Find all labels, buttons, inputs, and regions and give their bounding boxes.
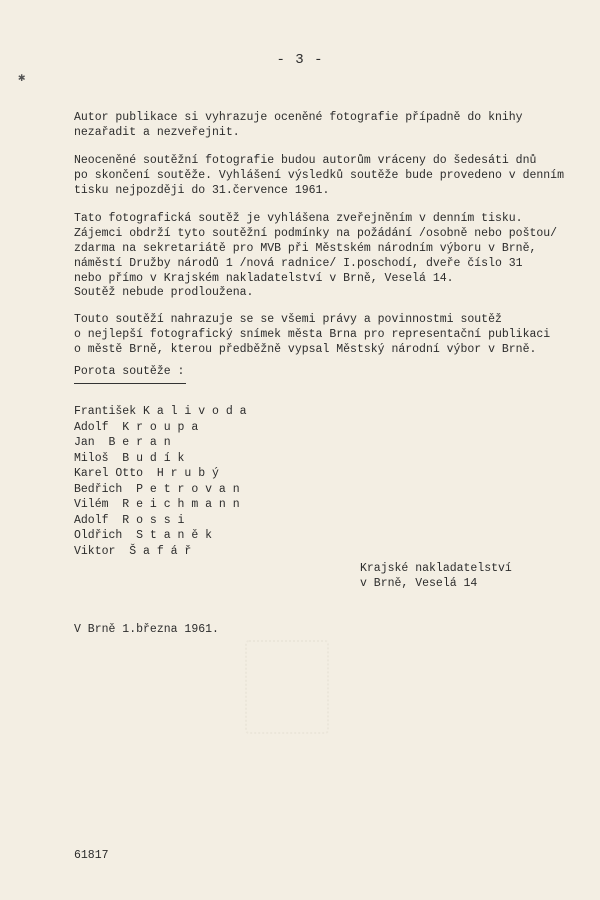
paragraph-announcement: Tato fotografická soutěž je vyhlášena zveřejněním v denním tisku. Zájemci obdrží tyto soutěžní podmínky na požádání /osobně nebo poštou/ zdarma na sekretariátě pro MVB při Městském národním výboru v Brně, náměstí Družby národů 1 /nová radnice/ I.poschodí, dveře číslo 31 nebo přímo v Krajském nakladatelství v Brně, Veselá 14. [74, 212, 558, 285]
jury-member: Adolf R o s s i [74, 513, 185, 527]
jury-member-list [74, 404, 247, 559]
jury-member: Bedřich P e t r o v a n [74, 482, 240, 496]
paragraph-return-and-results: Neoceněné soutěžní fotografie budou autorům vráceny do šedesáti dnů po skončení soutěže. Vyhlášení výsledků soutěže bude provedeno v denním tisku nejpozději do 31.července 1961. [74, 154, 564, 197]
document-number: 61817 [74, 849, 109, 862]
jury-member: Vilém R e i c h m a n n [74, 498, 240, 511]
jury-member: Adolf K r o u p a [74, 420, 199, 434]
margin-mark: ✱ [18, 71, 26, 85]
jury-member: Jan B e r a n [74, 436, 171, 449]
jury-heading-underline [74, 383, 186, 384]
paragraph-no-extension: Soutěž nebude prodloužena. [74, 286, 254, 299]
paragraph-publication-rights: Autor publikace si vyhrazuje oceněné fotografie případně do knihy nezařadit a nezveřejnit. [74, 111, 523, 139]
jury-member: František K a l i v o d a [74, 405, 247, 418]
page-number: - 3 - [276, 52, 324, 68]
jury-member: Oldřich S t a n ě k [74, 529, 213, 542]
jury-heading: Porota soutěže : [74, 365, 185, 378]
faded-stamp-shadow [245, 640, 329, 734]
jury-member: Karel Otto H r u b ý [74, 467, 219, 480]
paragraph-replacement: Touto soutěží nahrazuje se se všemi právy a povinnostmi soutěž o nejlepší fotografický snímek města Brna pro representační publikaci o městě Brně, kterou předběžně vypsal Městský národní výbor v Brně. [74, 313, 551, 356]
jury-member: Miloš B u d í k [74, 451, 185, 465]
publisher-signature: Krajské nakladatelství v Brně, Veselá 14 [360, 562, 512, 590]
date-line: V Brně 1.března 1961. [74, 623, 219, 636]
jury-member: Viktor Š a f á ř [74, 544, 192, 558]
